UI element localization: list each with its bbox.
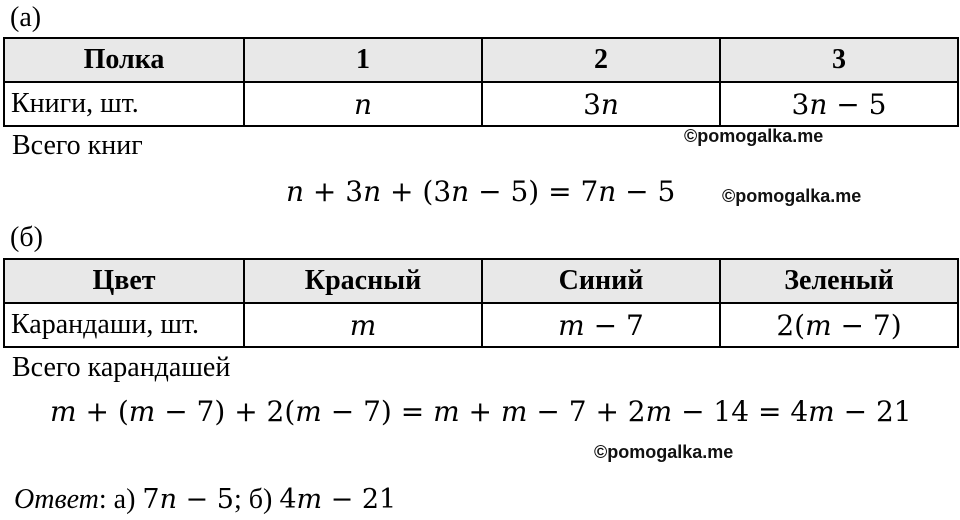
answer-value-b: 4𝑚 − 21 bbox=[279, 484, 397, 515]
watermark: ©pomogalka.me bbox=[684, 126, 824, 146]
table-b bbox=[3, 258, 959, 348]
table-a-cell: 3𝑛 bbox=[482, 82, 720, 126]
table-b-data-row bbox=[4, 303, 958, 347]
table-b-cell: 𝑚 − 7 bbox=[482, 303, 720, 347]
table-b-header-cell: Зеленый bbox=[720, 259, 958, 303]
formula-a: 𝑛 + 3𝑛 + (3𝑛 − 5) = 7𝑛 − 5 bbox=[286, 175, 676, 208]
table-a-cell: 3𝑛 − 5 bbox=[720, 82, 958, 126]
table-a-row-label: Книги, шт. bbox=[4, 82, 244, 126]
table-b-cell: 𝑚 bbox=[244, 303, 482, 347]
table-b-row-label: Карандаши, шт. bbox=[4, 303, 244, 347]
table-a-data-row bbox=[4, 82, 958, 126]
table-a-header-cell: 3 bbox=[720, 38, 958, 82]
table-a-header-row bbox=[4, 38, 958, 82]
table-a bbox=[3, 37, 959, 127]
watermark: ©pomogalka.me bbox=[722, 186, 862, 206]
table-a-header-cell: 2 bbox=[482, 38, 720, 82]
table-b-header-cell: Синий bbox=[482, 259, 720, 303]
formula-b: 𝑚 + (𝑚 − 7) + 2(𝑚 − 7) = 𝑚 + 𝑚 − 7 + 2𝑚 − 14 = 4𝑚 − 21 bbox=[50, 395, 912, 428]
total-pencils-label: Всего карандашей bbox=[12, 352, 231, 383]
table-a-header-cell: 1 bbox=[244, 38, 482, 82]
table-a-cell: 𝑛 bbox=[244, 82, 482, 126]
answer-value-a: 7𝑛 − 5 bbox=[142, 484, 234, 515]
total-books-label: Всего книг bbox=[12, 130, 143, 161]
table-b-header-row bbox=[4, 259, 958, 303]
answer-line bbox=[14, 484, 396, 516]
table-b-header-cell: Цвет bbox=[4, 259, 244, 303]
part-a-label: (а) bbox=[10, 2, 42, 33]
part-b-label: (б) bbox=[10, 222, 43, 253]
answer-text-a: : а) bbox=[98, 484, 143, 515]
table-b-cell: 2(𝑚 − 7) bbox=[720, 303, 958, 347]
answer-text-b: ; б) bbox=[233, 484, 280, 515]
table-b-header-cell: Красный bbox=[244, 259, 482, 303]
watermark: ©pomogalka.me bbox=[594, 442, 734, 462]
answer-prefix: Ответ bbox=[14, 484, 99, 515]
table-a-header-cell: Полка bbox=[4, 38, 244, 82]
